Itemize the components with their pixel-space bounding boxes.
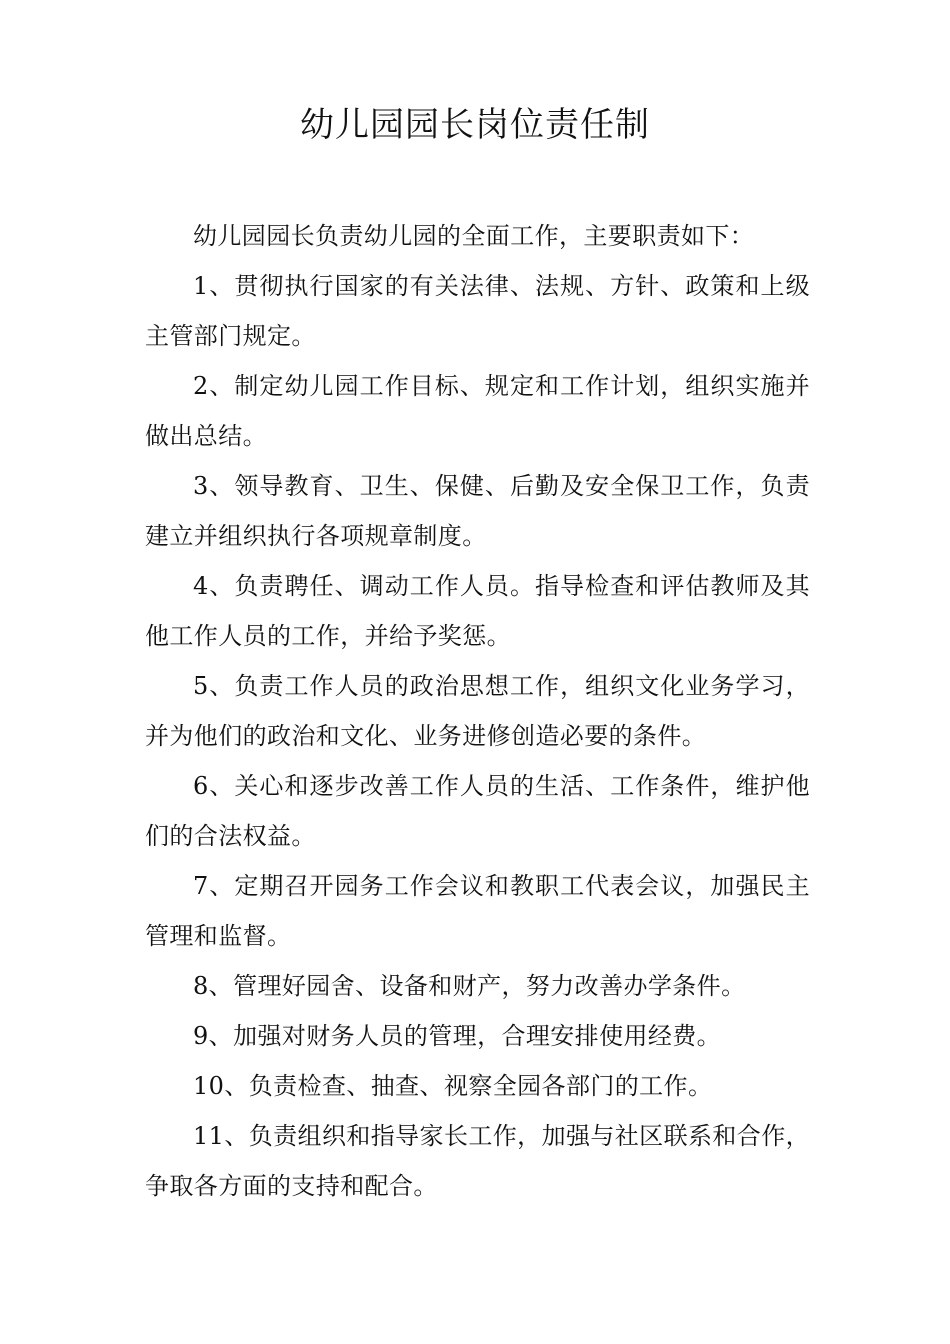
duty-item-11: 11、负责组织和指导家长工作，加强与社区联系和合作，争取各方面的支持和配合。 <box>145 1122 810 1200</box>
duty-item-6: 6、关心和逐步改善工作人员的生活、工作条件，维护他们的合法权益。 <box>145 772 810 850</box>
duty-item-5: 5、负责工作人员的政治思想工作，组织文化业务学习，并为他们的政治和文化、业务进修创造必要的条件。 <box>145 672 810 750</box>
duty-item-7: 7、定期召开园务工作会议和教职工代表会议，加强民主管理和监督。 <box>145 872 810 950</box>
document-body <box>145 211 810 1211</box>
duty-item-1: 1、贯彻执行国家的有关法律、法规、方针、政策和上级主管部门规定。 <box>145 272 810 350</box>
duty-item-4: 4、负责聘任、调动工作人员。指导检查和评估教师及其他工作人员的工作，并给予奖惩。 <box>145 572 810 650</box>
document-title: 幼儿园园长岗位责任制 <box>300 105 650 145</box>
duty-item-9: 9、加强对财务人员的管理，合理安排使用经费。 <box>193 1022 722 1050</box>
duty-item-3: 3、领导教育、卫生、保健、后勤及安全保卫工作，负责建立并组织执行各项规章制度。 <box>145 472 810 550</box>
duty-item-2: 2、制定幼儿园工作目标、规定和工作计划，组织实施并做出总结。 <box>145 372 810 450</box>
duty-item-8: 8、管理好园舍、设备和财产，努力改善办学条件。 <box>193 972 746 1000</box>
duty-item-10: 10、负责检查、抽查、视察全园各部门的工作。 <box>193 1072 713 1100</box>
intro-paragraph: 幼儿园园长负责幼儿园的全面工作，主要职责如下： <box>193 222 755 250</box>
